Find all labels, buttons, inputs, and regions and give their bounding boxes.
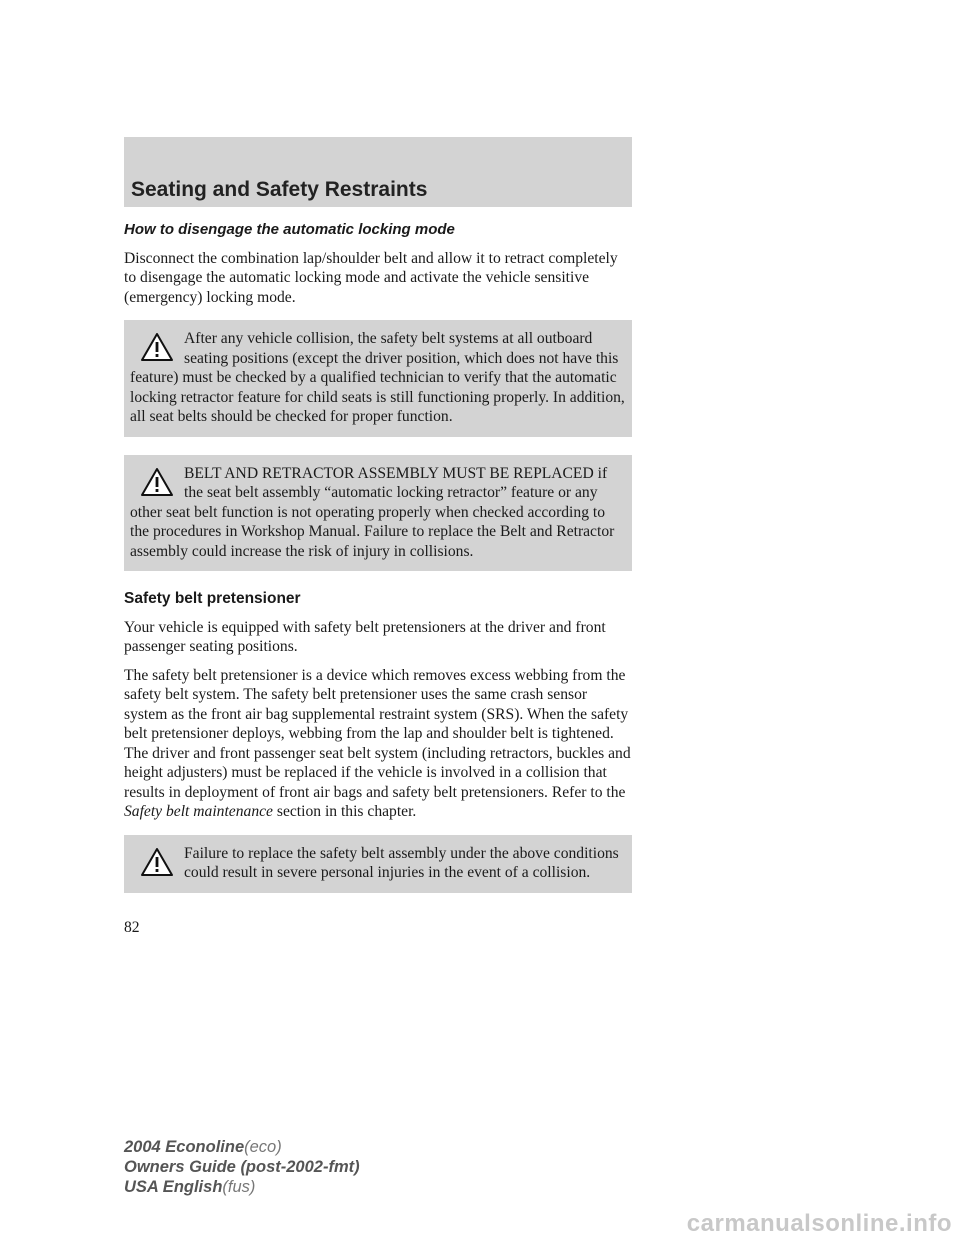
footer-line-3 xyxy=(124,1177,360,1197)
watermark: carmanualsonline.info xyxy=(686,1210,952,1237)
warning-box-1 xyxy=(124,320,632,437)
maintenance-reference: Safety belt maintenance xyxy=(124,803,273,820)
page-content xyxy=(124,220,632,911)
footer-line-2 xyxy=(124,1157,360,1177)
warning-triangle-icon xyxy=(140,847,174,877)
footer-line-1 xyxy=(124,1137,360,1157)
warning-text-1: After any vehicle collision, the safety belt systems at all outboard seating positions (except the driver position, which does not have this feature) must be checked by a qualified technician to verify that the automatic locking retractor feature for child seats is still functioning properly. In addition, all seat belts should be checked for proper function. xyxy=(130,330,625,425)
paragraph-pretensioner-1: Your vehicle is equipped with safety belt pretensioners at the driver and front passenger seating positions. xyxy=(124,618,606,655)
paragraph-disengage: Disconnect the combination lap/shoulder belt and allow it to retract completely to disengage the automatic locking mode and activate the vehicle sensitive (emergency) locking mode. xyxy=(124,249,618,306)
warning-box-3 xyxy=(124,835,632,893)
section-heading-pretensioner: Safety belt pretensioner xyxy=(124,590,301,607)
page-number: 82 xyxy=(124,919,140,936)
footer-model-code: (eco) xyxy=(244,1138,282,1156)
footer-language-code: (fus) xyxy=(222,1178,256,1196)
warning-box-2 xyxy=(124,455,632,572)
paragraph-pretensioner-2 xyxy=(124,666,632,822)
warning-text-3: Failure to replace the safety belt assembly under the above conditions could result in severe personal injuries in the event of a collision. xyxy=(184,844,619,881)
page-title: Seating and Safety Restraints xyxy=(131,178,428,201)
warning-text-2: BELT AND RETRACTOR ASSEMBLY MUST BE REPLACED if the seat belt assembly “automatic locking retractor” feature or any other seat belt function is not operating properly when checked according to the procedures in Workshop Manual. Failure to replace the Belt and Retractor assembly could increase the risk of injury in collisions. xyxy=(130,464,615,560)
footer-model: 2004 Econoline xyxy=(124,1138,245,1156)
warning-triangle-icon xyxy=(140,332,174,362)
document-footer xyxy=(124,1137,360,1197)
paragraph-pretensioner-2-text: The safety belt pretensioner is a device which removes excess webbing from the safety belt system. The safety belt pretensioner uses the same crash sensor system as the front air bag supplemental restraint system (SRS). When the safety belt pretensioner deploys, webbing from the lap and shoulder belt is tightened. The driver and front passenger seat belt system (including retractors, buckles and height adjusters) must be replaced if the vehicle is involved in a collision that results in deployment of front air bags and safety belt pretensioners. Refer to the xyxy=(124,666,631,801)
footer-guide: Owners Guide (post-2002-fmt) xyxy=(124,1158,360,1176)
warning-triangle-icon xyxy=(140,467,174,497)
footer-language: USA English xyxy=(124,1178,223,1196)
section-heading-disengage: How to disengage the automatic locking mode xyxy=(124,221,455,238)
paragraph-pretensioner-2-end: section in this chapter. xyxy=(276,803,417,820)
